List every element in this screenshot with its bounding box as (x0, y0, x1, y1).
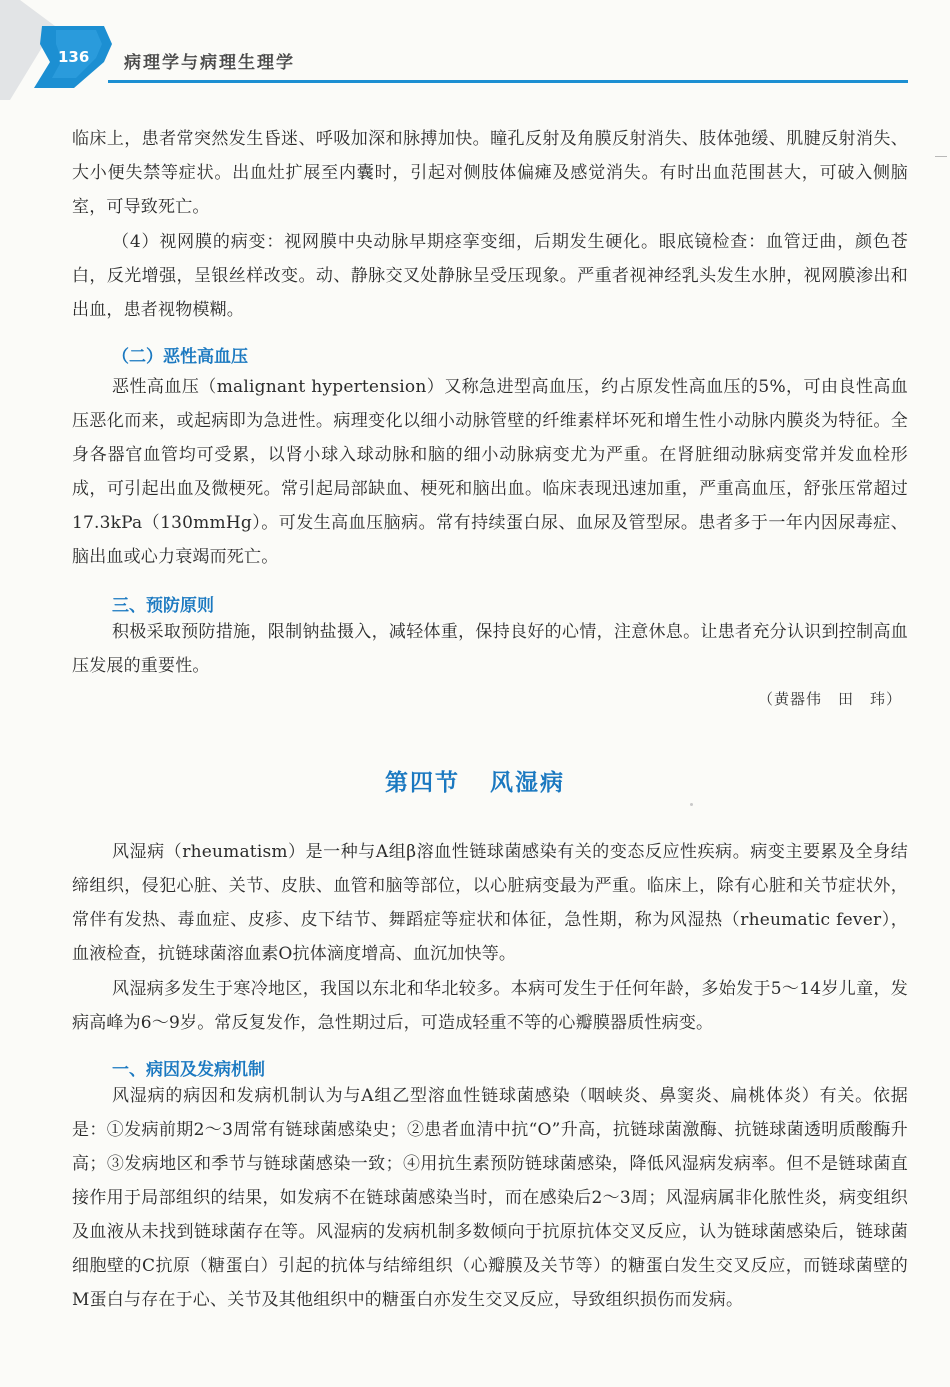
paragraph-etiology: 风湿病的病因和发病机制认为与A组乙型溶血性链球菌感染（咽峡炎、鼻窦炎、扁桃体炎）有关。依据是：①发病前期2～3周常有链球菌感染史；②患者血清中抗“O”升高，抗链球菌激酶、抗链球菌透明质酸酶升高；③发病地区和季节与链球菌感染一致；④用抗生素预防链球菌感染，降低风湿病发病率。但不是链球菌直接作用于局部组织的结果，如发病不在链球菌感染当时，而在感染后2～3周；风湿病属非化脓性炎，病变组织及血液从未找到链球菌存在等。风湿病的发病机制多数倾向于抗原抗体交叉反应，认为链球菌感染后，链球菌细胞壁的C抗原（糖蛋白）引起的抗体与结缔组织（心瓣膜及关节等）的糖蛋白发生交叉反应，而链球菌壁的M蛋白与存在于心、关节及其他组织中的糖蛋白亦发生交叉反应，导致组织损伤而发病。 (72, 1086, 908, 1310)
paragraph-rheumatism-epidemiology: 风湿病多发生于寒冷地区，我国以东北和华北较多。本病可发生于任何年龄，多始发于5～14岁儿童，发病高峰为6～9岁。常反复发作，急性期过后，可造成轻重不等的心瓣膜器质性病变。 (72, 979, 908, 1033)
subheading-malignant-hypertension: （二）恶性高血压 (112, 347, 248, 367)
paragraph-coma-symptoms: 临床上，患者常突然发生昏迷、呼吸加深和脉搏加快。瞳孔反射及角膜反射消失、肢体弛缓、肌腱反射消失、大小便失禁等症状。出血灶扩展至内囊时，引起对侧肢体偏瘫及感觉消失。有时出血范围甚大，可破入侧脑室，可导致死亡。 (72, 129, 908, 217)
header-rule (108, 80, 908, 83)
paragraph-malignant-hypertension: 恶性高血压（malignant hypertension）又称急进型高血压，约占原发性高血压的5%，可由良性高血压恶化而来，或起病即为急进性。病理变化以细小动脉管壁的纤维素样坏死和增生性小动脉内膜炎为特征。全身各器官血管均可受累，以肾小球入球动脉和脑的细小动脉病变尤为严重。在肾脏细动脉病变常并发血栓形成，可引起出血及微梗死。常引起局部缺血、梗死和脑出血。临床表现迅速加重，严重高血压，舒张压常超过17.3kPa（130mmHg）。可发生高血压脑病。常有持续蛋白尿、血尿及管型尿。患者多于一年内因尿毒症、脑出血或心力衰竭而死亡。 (72, 377, 908, 567)
edge-mark (935, 156, 947, 157)
section-name: 风湿病 (490, 769, 565, 796)
paragraph-rheumatism-definition: 风湿病（rheumatism）是一种与A组β溶血性链球菌感染有关的变态反应性疾病。病变主要累及全身结缔组织，侵犯心脏、关节、皮肤、血管和脑等部位，以心脏病变最为严重。临床上，除有心脏和关节症状外，常伴有发热、毒血症、皮疹、皮下结节、舞蹈症等症状和体征，急性期，称为风湿热（rheumatic fever），血液检查，抗链球菌溶血素O抗体滴度增高、血沉加快等。 (72, 842, 908, 964)
section-number: 第四节 (385, 769, 460, 796)
page-header (0, 0, 950, 100)
paragraph-prevention: 积极采取预防措施，限制钠盐摄入，减轻体重，保持良好的心情，注意休息。让患者充分认识到控制高血压发展的重要性。 (72, 622, 908, 676)
speck (690, 803, 693, 806)
authors: （黄器伟 田 玮） (757, 690, 902, 708)
paragraph-retina-lesion: （4）视网膜的病变：视网膜中央动脉早期痉挛变细，后期发生硬化。眼底镜检查：血管迂曲，颜色苍白，反光增强，呈银丝样改变。动、静脉交叉处静脉呈受压现象。严重者视神经乳头发生水肿，视网膜渗出和出血，患者视物模糊。 (72, 232, 908, 320)
page-number: 136 (58, 48, 90, 66)
book-title: 病理学与病理生理学 (124, 53, 295, 73)
section-title (0, 764, 950, 797)
subheading-prevention: 三、预防原则 (112, 596, 214, 616)
subheading-etiology: 一、病因及发病机制 (112, 1060, 265, 1080)
